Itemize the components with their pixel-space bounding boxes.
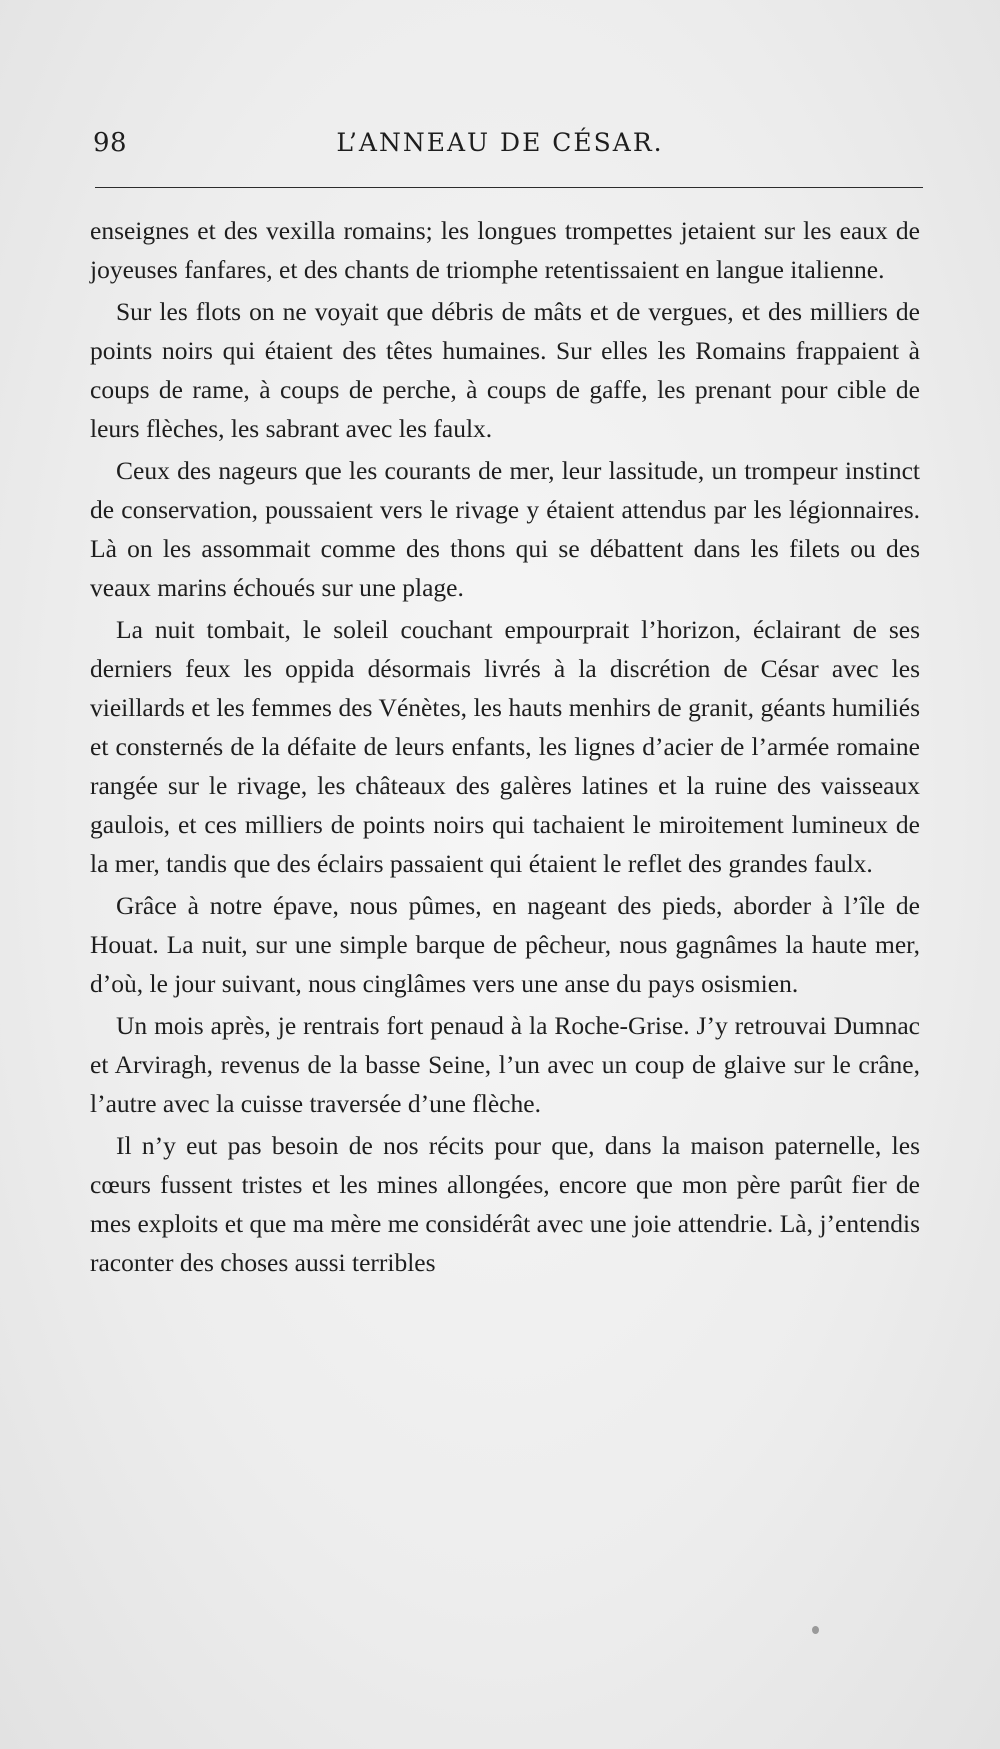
header-rule xyxy=(95,187,923,188)
paragraph: enseignes et des vexilla romains; les longues trompettes jetaient sur les eaux de joyeuses fanfares, et des chants de triomphe retentissaient en langue italienne. xyxy=(90,216,920,284)
paragraph: La nuit tombait, le soleil couchant empourprait l’horizon, éclairant de ses derniers feux les oppida désormais livrés à la discrétion de César avec les vieillards et les femmes des Vénètes, les hauts menhirs de granit, géants humiliés et consternés de la défaite de leurs enfants, les lignes d’acier de l’armée romaine rangée sur le rivage, les châteaux des galères latines et la ruine des vaisseaux gaulois, et ces milliers de points noirs qui tachaient le miroitement lumineux de la mer, tandis que des éclairs passaient qui étaient le reflet des grandes faulx. xyxy=(90,615,920,878)
body-text xyxy=(90,211,920,1285)
paragraph: Grâce à notre épave, nous pûmes, en nageant des pieds, aborder à l’île de Houat. La nuit, sur une simple barque de pêcheur, nous gagnâmes la haute mer, d’où, le jour suivant, nous cinglâmes vers une anse du pays osismien. xyxy=(90,891,920,998)
paragraph: Un mois après, je rentrais fort penaud à la Roche-Grise. J’y retrouvai Dumnac et Arviragh, revenus de la basse Seine, l’un avec un coup de glaive sur le crâne, l’autre avec la cuisse traversée d’une flèche. xyxy=(90,1011,920,1118)
paragraph: Ceux des nageurs que les courants de mer, leur lassitude, un trompeur instinct de conservation, poussaient vers le rivage y étaient attendus par les légionnaires. Là on les assommait comme des thons qui se débattent dans les filets ou des veaux marins échoués sur une plage. xyxy=(90,456,920,602)
paragraph: Il n’y eut pas besoin de nos récits pour que, dans la maison paternelle, les cœurs fussent tristes et les mines allongées, encore que mon père parût fier de mes exploits et que ma mère me considérât avec une joie attendrie. Là, j’entendis raconter des choses aussi terribles xyxy=(90,1131,920,1277)
paragraph: Sur les flots on ne voyait que débris de mâts et de vergues, et des milliers de points noirs qui étaient des têtes humaines. Sur elles les Romains frappaient à coups de rame, à coups de perche, à coups de gaffe, les prenant pour cible de leurs flèches, les sabrant avec les faulx. xyxy=(90,297,920,443)
page-number: 98 xyxy=(93,128,128,158)
running-title: L’ANNEAU DE CÉSAR. xyxy=(336,128,664,157)
ink-speck xyxy=(812,1626,819,1634)
